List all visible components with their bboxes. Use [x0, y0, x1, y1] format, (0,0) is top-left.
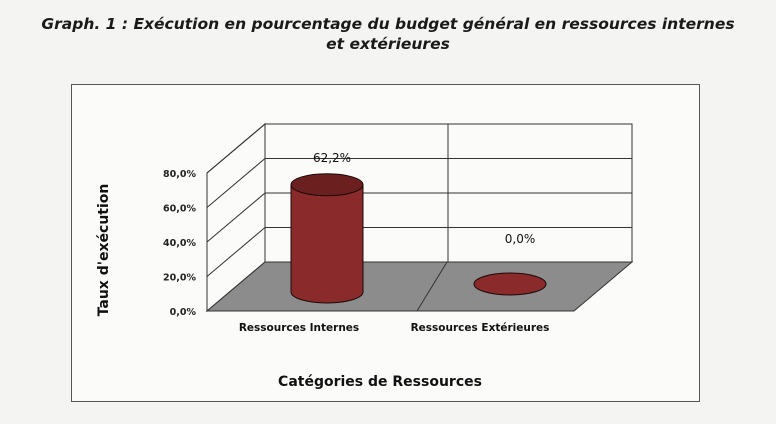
- chart-floor: [207, 262, 632, 311]
- chart-floor-plane: [207, 262, 632, 311]
- gridline: [207, 124, 632, 173]
- y-tick-label: 60,0%: [163, 203, 196, 215]
- y-tick-label: 80,0%: [163, 169, 196, 180]
- x-category-label: Ressources Extérieures: [410, 322, 550, 334]
- data-label: 62,2%: [312, 151, 352, 165]
- bar-top: [474, 273, 546, 295]
- gridline: [207, 193, 632, 242]
- chart-title-line-1: Graph. 1 : Exécution en pourcentage du budget général en ressources internes: [41, 15, 735, 33]
- chart-gridlines: [207, 124, 632, 277]
- bar-2: [474, 273, 546, 295]
- x-axis-categories: [239, 322, 550, 334]
- bar-body: [291, 185, 363, 303]
- y-tick-label: 40,0%: [163, 238, 196, 249]
- chart-title-line-2: et extérieures: [326, 35, 450, 53]
- y-tick-label: 20,0%: [163, 272, 196, 284]
- data-label: 0,0%: [504, 232, 536, 246]
- y-axis-ticks: [163, 169, 196, 318]
- bar-1: [291, 174, 363, 303]
- gridline: [207, 159, 632, 208]
- x-category-label: Ressources Internes: [238, 322, 360, 334]
- y-tick-label: 0,0%: [169, 307, 196, 318]
- y-axis-title: Taux d'exécution: [96, 183, 112, 317]
- x-axis-title: Catégories de Ressources: [278, 374, 482, 390]
- bar-top: [291, 174, 363, 196]
